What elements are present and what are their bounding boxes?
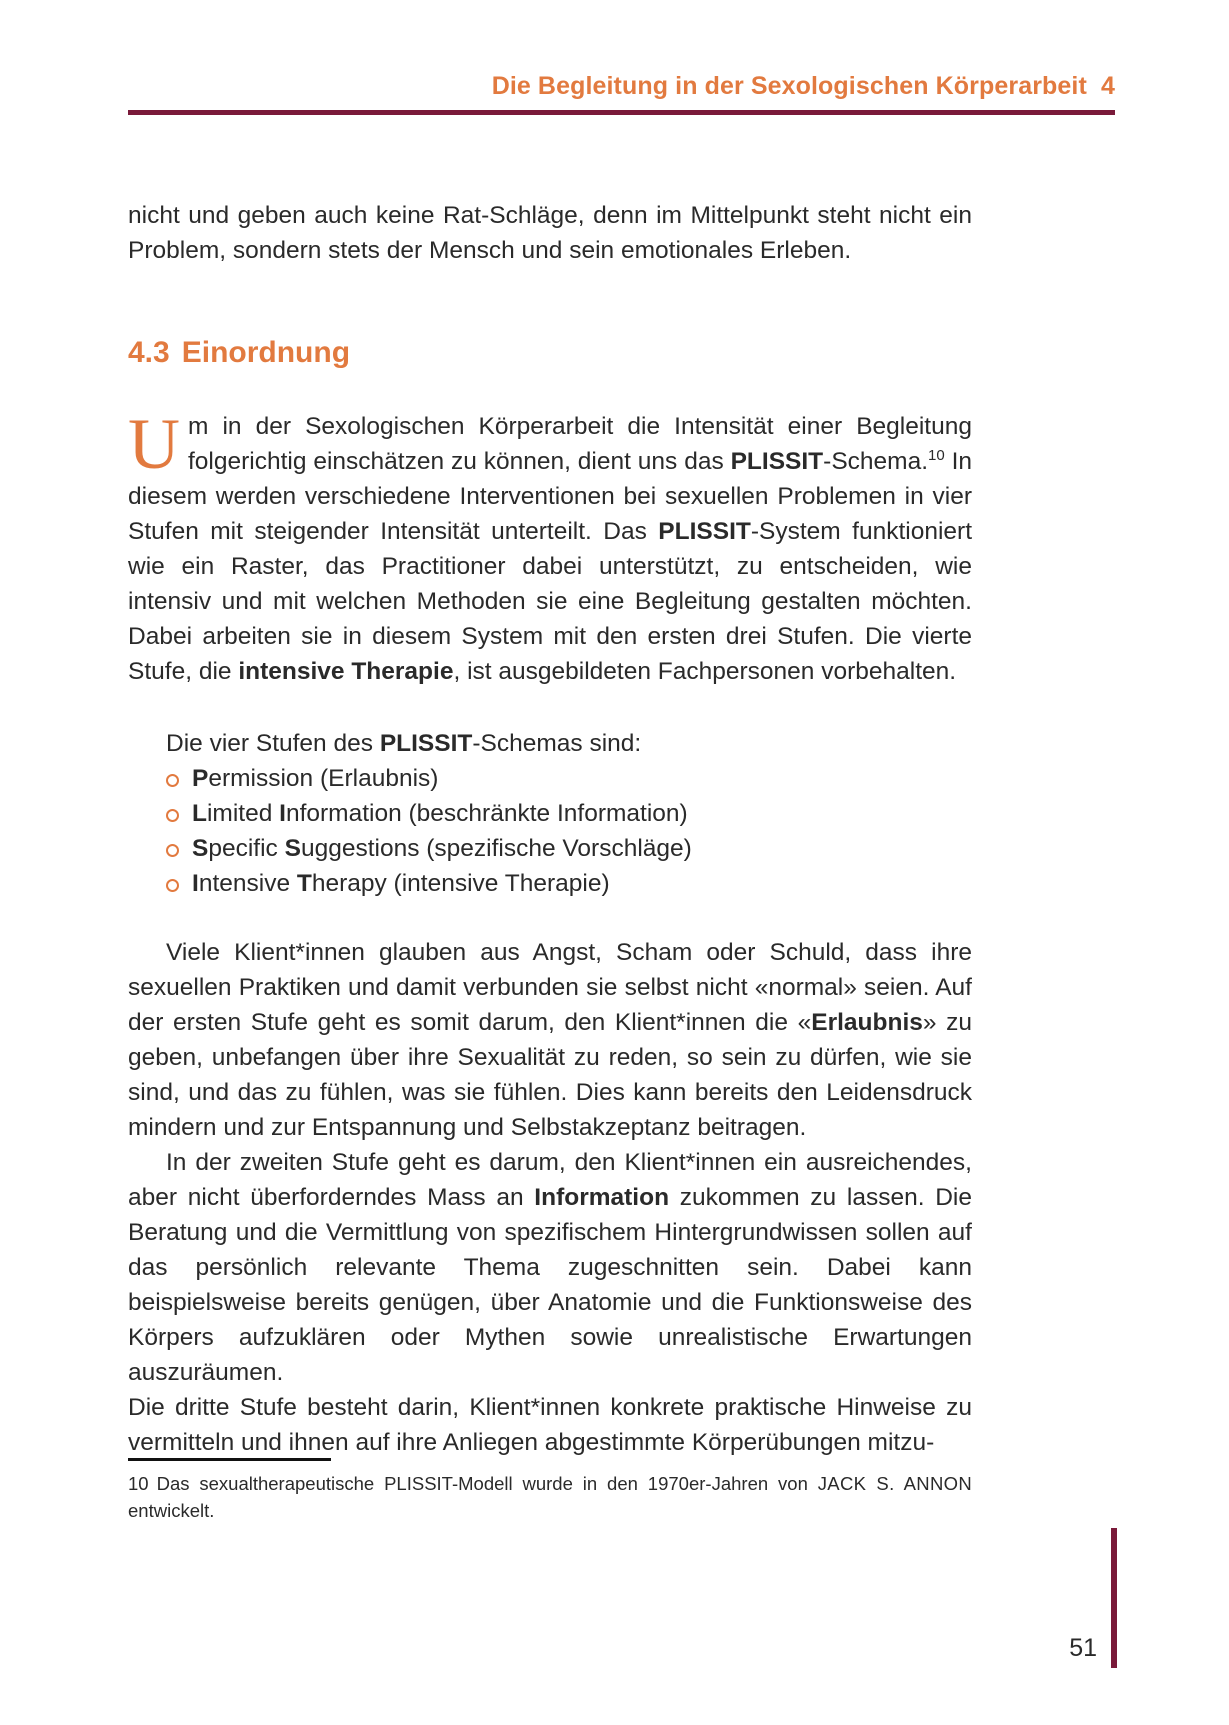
stage-text: pecific xyxy=(208,835,285,862)
page-number: 51 xyxy=(1069,1634,1097,1662)
stage-initial-2: S xyxy=(284,835,301,862)
running-title: Die Begleitung in der Sexologischen Körperarbeit xyxy=(491,72,1087,100)
intro-text-3: In diesem werden verschiedene Interventionen bei sexuellen Problemen in vier Stufen mit steigender Intensität unterteilt. Das xyxy=(128,448,972,545)
intro-bold-plissit-1: PLISSIT xyxy=(730,448,824,475)
paragraph-information xyxy=(128,1145,972,1390)
stage-text: ermission (Erlaubnis) xyxy=(208,765,439,792)
list-item xyxy=(166,761,972,796)
paragraph-permission xyxy=(128,935,972,1145)
stage-text: ntensive xyxy=(198,870,297,897)
stage-initial: L xyxy=(192,800,207,827)
circle-bullet-icon xyxy=(166,774,179,787)
list-item xyxy=(166,866,972,901)
top-paragraph: nicht und geben auch keine Rat-Schläge, denn im Mittelpunkt steht nicht ein Problem, sondern stets der Mensch und sein emotionales Erleben. xyxy=(128,202,972,264)
plissit-list-block xyxy=(166,726,972,901)
intro-paragraph xyxy=(128,404,972,689)
circle-bullet-icon xyxy=(166,844,179,857)
stage-text: imited xyxy=(206,800,280,827)
footnote-reference[interactable]: 10 xyxy=(928,446,945,464)
intro-bold-therapy: intensive Therapie xyxy=(238,658,454,685)
footnote-author: JACK S. ANNON xyxy=(817,1473,972,1494)
list-intro-text: Die vier Stufen des xyxy=(166,730,380,757)
stage-text-2: nformation (beschränkte Information) xyxy=(285,800,688,827)
intro-text-4: -System funktioniert wie ein Raster, das Practitioner dabei unterstützt, zu entscheiden, wie intensiv und mit welchen Methoden sie eine Begleitung gestalten möchten. Dabei arbeiten sie in diesem System mit den ersten drei Stufen. Die vierte Stufe, die xyxy=(128,518,972,685)
top-paragraph-block xyxy=(128,198,972,268)
stage-initial: P xyxy=(192,765,209,792)
circle-bullet-icon xyxy=(166,809,179,822)
list-intro xyxy=(166,726,972,761)
footnote-number: 10 xyxy=(128,1473,149,1494)
intro-bold-plissit-2: PLISSIT xyxy=(658,518,751,545)
drop-cap: U xyxy=(128,404,180,484)
list-intro-suffix: -Schemas sind: xyxy=(472,730,642,757)
stage-initial: S xyxy=(192,835,209,862)
list-item xyxy=(166,831,972,866)
main-text-block xyxy=(128,935,972,1460)
section-heading xyxy=(128,336,350,370)
para2-bold: Erlaubnis xyxy=(811,1009,923,1036)
para3-bold: Information xyxy=(534,1184,670,1211)
intro-text-1: m in der Sexologischen Körperarbeit die Intensität einer Begleitung folgerichtig einschätzen zu können, dient uns das xyxy=(188,413,972,475)
section-title: Einordnung xyxy=(181,336,351,369)
chapter-number: 4 xyxy=(1100,72,1115,100)
stage-text-2: uggestions (spezifische Vorschläge) xyxy=(300,835,692,862)
intro-paragraph-block xyxy=(128,404,972,689)
para3-text-1: In der zweiten Stufe geht es darum, den Klient*innen ein ausreichendes, aber nicht überforderndes Mass an xyxy=(128,1149,972,1211)
footnote-text-1: Das sexualtherapeutische PLISSIT-Modell wurde in den 1970er-Jahren von xyxy=(156,1473,818,1494)
footnote xyxy=(128,1470,972,1524)
para2-text-2: » zu geben, unbefangen über ihre Sexualität zu reden, so sein zu dürfen, wie sie sind, und das zu fühlen, was sie fühlen. Dies kann bereits den Leidensdruck mindern und zur Entspannung und Selbstakzeptanz beitragen. xyxy=(128,1009,972,1141)
list-intro-bold: PLISSIT xyxy=(379,730,473,757)
para2-text-1: Viele Klient*innen glauben aus Angst, Scham oder Schuld, dass ihre sexuellen Praktiken und damit verbunden sie selbst nicht «normal» seien. Auf der ersten Stufe geht es somit darum, den Klient*innen die « xyxy=(128,939,972,1036)
footnote-rule xyxy=(128,1458,331,1461)
stage-initial: I xyxy=(192,870,199,897)
paragraph-suggestions: Die dritte Stufe besteht darin, Klient*innen konkrete praktische Hinweise zu vermitteln und ihnen auf ihre Anliegen abgestimmte Körperübungen mitzu- xyxy=(128,1394,972,1456)
para3-text-2: zukommen zu lassen. Die Beratung und die Vermittlung von spezifischem Hintergrundwissen sollen auf das persönlich relevante Thema zugeschnitten sein. Dabei kann beispielsweise bereits genügen, über Anatomie und die Funktionsweise des Körpers aufzuklären oder Mythen sowie unrealistische Erwartungen auszuräumen. xyxy=(128,1184,972,1386)
footnote-text-2: entwickelt. xyxy=(128,1500,215,1521)
section-number: 4.3 xyxy=(128,336,170,369)
header-rule xyxy=(128,110,1115,115)
page-edge-bar xyxy=(1111,1528,1117,1668)
intro-text-2: -Schema. xyxy=(823,448,928,475)
circle-bullet-icon xyxy=(166,879,179,892)
footnote-text xyxy=(128,1470,972,1524)
stage-initial-2: I xyxy=(279,800,286,827)
intro-text-5: , ist ausgebildeten Fachpersonen vorbehalten. xyxy=(453,658,957,685)
list-item xyxy=(166,796,972,831)
stage-initial-2: T xyxy=(296,870,312,897)
stage-text-2: herapy (intensive Therapie) xyxy=(311,870,610,897)
running-head xyxy=(128,72,1115,101)
plissit-stages-list xyxy=(166,761,972,901)
